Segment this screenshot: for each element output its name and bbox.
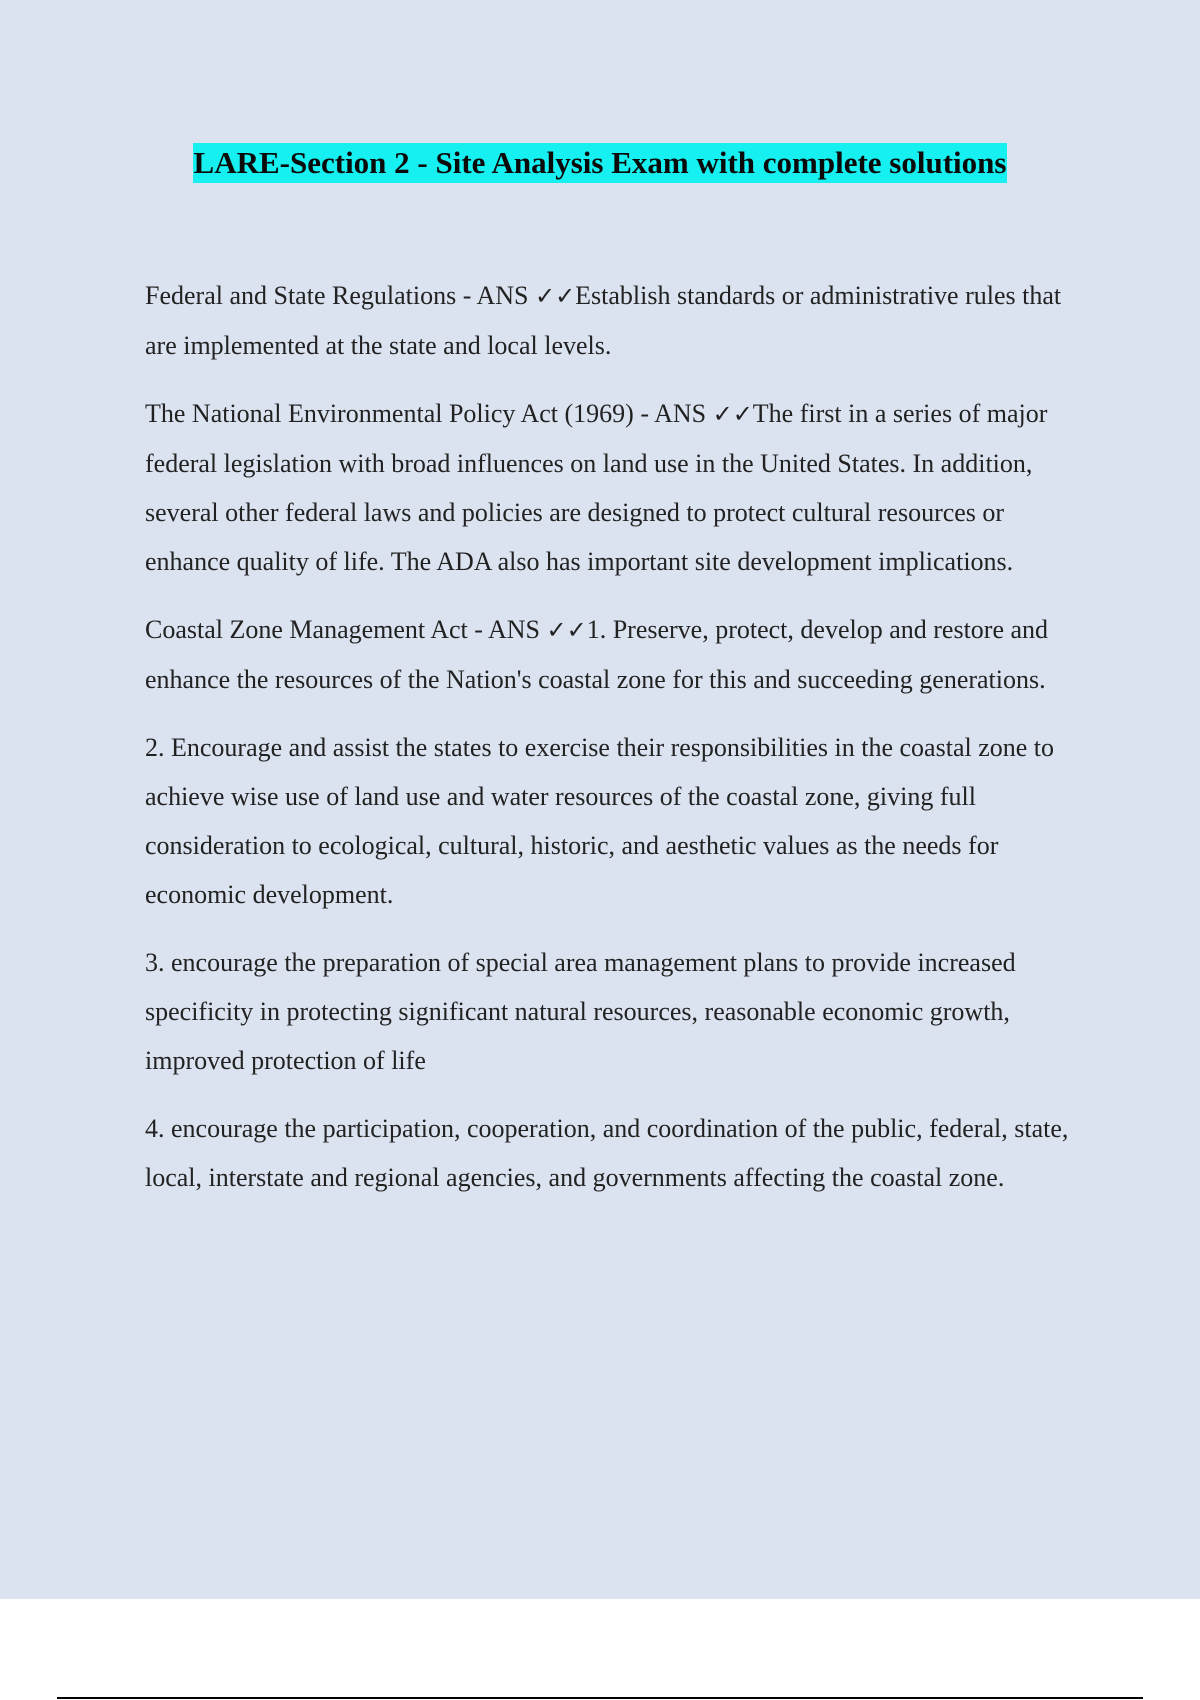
entry-term: Federal and State Regulations - [145,281,477,310]
title-block [0,143,1200,183]
entry-term: The National Environmental Policy Act (1969) - [145,399,655,428]
entry-answer: The first in a series of major federal legislation with broad influences on land use in the United States. In addition, several other federal laws and policies are designed to protect cultural resources or enhance quality of life. The ADA also has important site development implications. [145,399,1048,576]
answer-marker: ANS [654,399,713,428]
document-title: LARE-Section 2 - Site Analysis Exam with complete solutions [193,143,1008,183]
document-body [145,271,1095,1221]
double-check-icon: ✓✓ [712,400,753,428]
numbered-paragraph-4: 4. encourage the participation, cooperation, and coordination of the public, federal, state, local, interstate and regional agencies, and governments affecting the coastal zone. [145,1114,1069,1192]
qa-entry-coastal-zone-management-act [145,605,1095,704]
answer-marker: ANS [476,281,535,310]
footer-divider [57,1697,1143,1699]
double-check-icon: ✓✓ [546,616,587,644]
numbered-paragraph-2: 2. Encourage and assist the states to exercise their responsibilities in the coastal zone to achieve wise use of land use and water resources of the coastal zone, giving full consideration to ecological, cultural, historic, and aesthetic values as the needs for economic development. [145,733,1055,909]
entry-answer: 1. Preserve, protect, develop and restore and enhance the resources of the Nation's coastal zone for this and succeeding generations. [145,615,1049,694]
entry-term: Coastal Zone Management Act - [145,615,488,644]
qa-entry-federal-state-regulations [145,271,1095,370]
answer-marker: ANS [487,615,547,644]
entry-answer: Establish standards or administrative rules that are implemented at the state and local levels. [145,281,1062,360]
qa-entry-nepa [145,389,1095,586]
double-check-icon: ✓✓ [534,282,576,310]
numbered-paragraph-3: 3. encourage the preparation of special area management plans to provide increased specificity in protecting significant natural resources, reasonable economic growth, improved protection of life [145,948,1016,1075]
